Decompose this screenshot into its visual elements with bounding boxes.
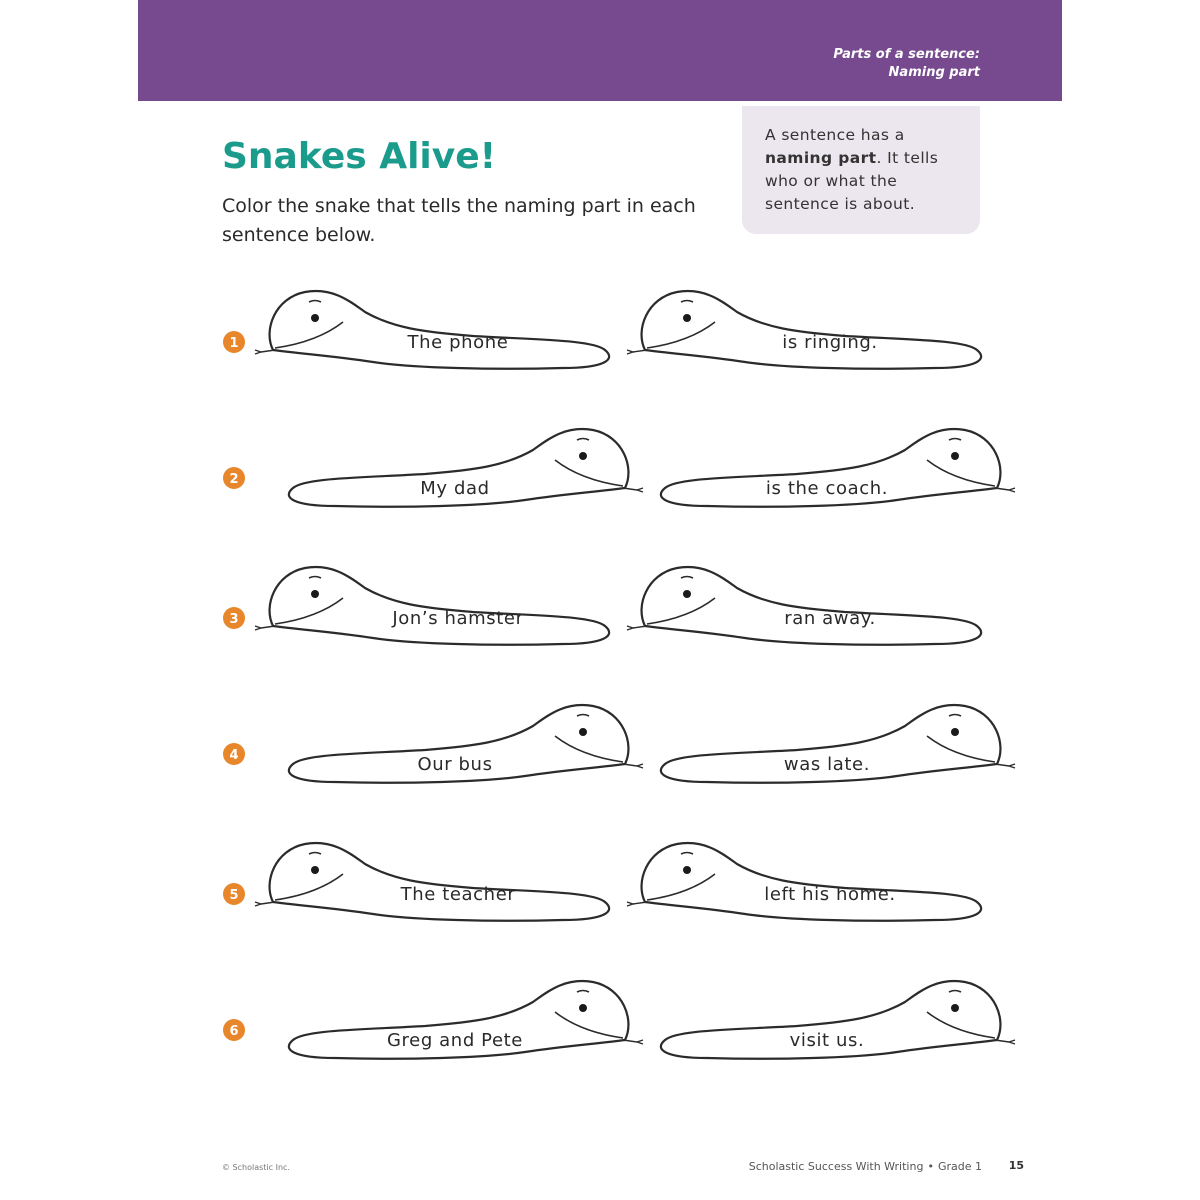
exercise-row [223, 291, 981, 369]
snake-telling-part[interactable] [627, 843, 981, 921]
telling-part-text: left his home. [764, 884, 896, 905]
item-number-badge [223, 883, 245, 905]
snake-naming-part[interactable] [289, 981, 643, 1059]
telling-part-text: ran away. [784, 608, 876, 629]
snake-naming-part[interactable] [289, 705, 643, 783]
item-number: 1 [229, 336, 239, 351]
item-number: 2 [229, 472, 239, 487]
telling-part-text: is the coach. [765, 478, 889, 499]
tip-text-bold: naming part [765, 149, 877, 167]
telling-part-text: is ringing. [782, 332, 878, 353]
exercise-row [223, 429, 1015, 507]
snake-naming-part[interactable] [255, 567, 609, 645]
topic-line-2: Naming part [888, 65, 980, 80]
naming-part-text: Greg and Pete [387, 1030, 523, 1051]
footer-book-info [749, 1160, 982, 1173]
naming-part-text: The teacher [400, 884, 516, 905]
item-number: 3 [229, 612, 239, 627]
instructions: Color the snake that tells the naming part in each sentence below. [222, 195, 696, 246]
item-number-badge [223, 1019, 245, 1041]
tip-text-start: A sentence has a [765, 126, 905, 144]
page-number: 15 [1008, 1159, 1024, 1172]
snake-telling-part[interactable] [661, 981, 1015, 1059]
item-number: 6 [229, 1024, 239, 1039]
tip-text-end: . It tells who or what the sentence is about. [765, 149, 939, 213]
exercise-row [223, 981, 1015, 1059]
telling-part-text: was late. [783, 754, 871, 775]
item-number: 4 [229, 748, 239, 763]
exercise-row [223, 843, 981, 921]
tip-box [742, 106, 980, 234]
footer-book-title: Scholastic Success With Writing [748, 1160, 924, 1173]
naming-part-text: The phone [407, 332, 509, 353]
topic-label [833, 46, 980, 82]
exercise-row [223, 705, 1015, 783]
snake-telling-part[interactable] [661, 429, 1015, 507]
snake-naming-part[interactable] [289, 429, 643, 507]
item-number: 5 [229, 888, 239, 903]
item-number-badge [223, 467, 245, 489]
worksheet-title: Snakes Alive! [222, 136, 497, 177]
copyright: © Scholastic Inc. [222, 1163, 290, 1172]
naming-part-text: My dad [420, 478, 490, 499]
snake-telling-part[interactable] [661, 705, 1015, 783]
item-number-badge [223, 743, 245, 765]
snake-telling-part[interactable] [627, 567, 981, 645]
item-number-badge [223, 607, 245, 629]
snake-naming-part[interactable] [255, 291, 609, 369]
snake-telling-part[interactable] [627, 291, 981, 369]
naming-part-text: Jon’s hamster [392, 608, 524, 629]
exercise-row [223, 567, 981, 645]
footer-separator: • [927, 1160, 934, 1173]
snake-naming-part[interactable] [255, 843, 609, 921]
naming-part-text: Our bus [417, 754, 493, 775]
footer-grade: Grade 1 [937, 1160, 982, 1173]
header-bar [138, 0, 1062, 101]
telling-part-text: visit us. [789, 1030, 865, 1051]
worksheet-page [138, 0, 1062, 1200]
topic-line-1: Parts of a sentence: [833, 47, 980, 62]
item-number-badge [223, 331, 245, 353]
